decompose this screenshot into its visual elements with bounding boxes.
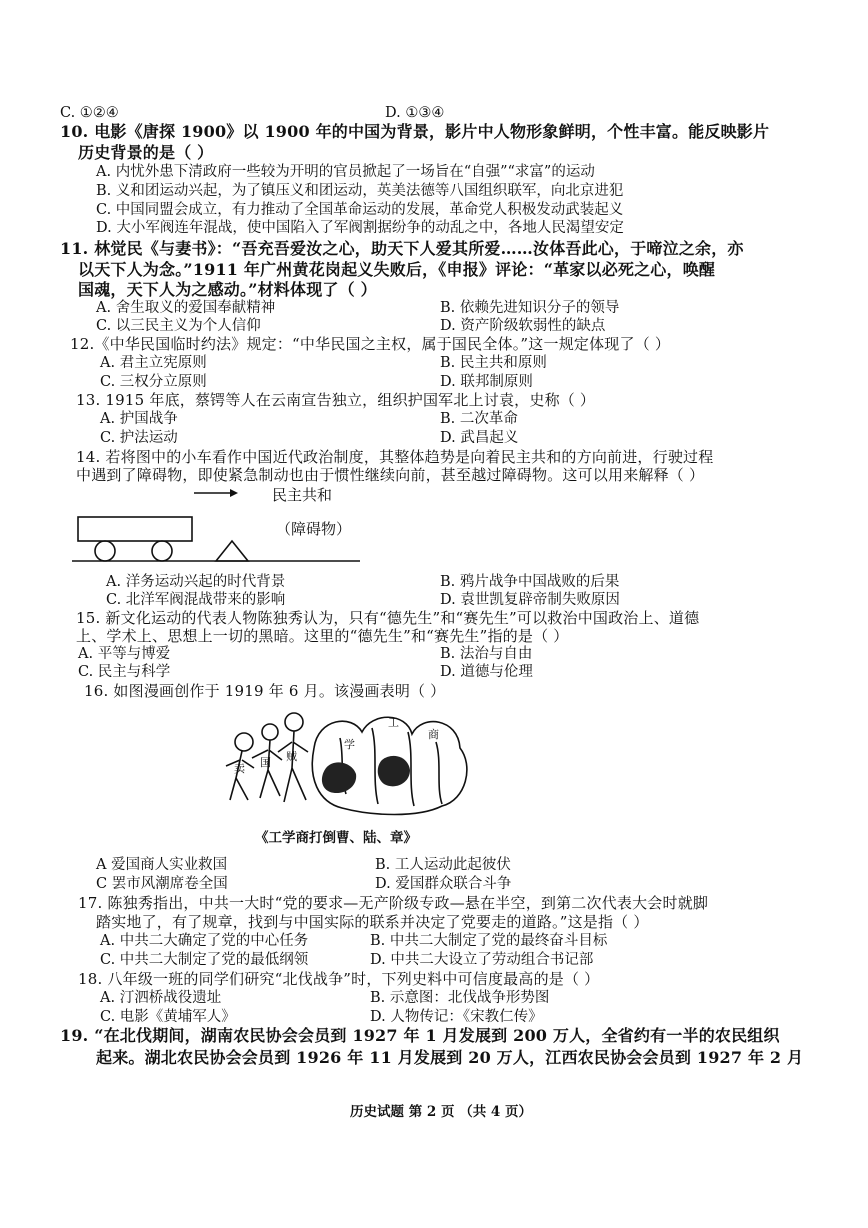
q15-option-a: A. 平等与博爱 <box>78 646 171 662</box>
q14-option-c: C. 北洋军阀混战带来的影响 <box>106 592 286 608</box>
cart-body <box>78 517 192 541</box>
q15-option-c: C. 民主与科学 <box>78 664 171 680</box>
q12-option-a: A. 君主立宪原则 <box>100 355 207 371</box>
q18-stem-line1: 18. 八年级一班的同学们研究“北伐战争”时，下列史料中可信度最高的是（ ） <box>78 970 600 988</box>
q16-option-a: A 爱国商人实业救国 <box>96 857 228 873</box>
q13-option-b: B. 二次革命 <box>440 411 518 427</box>
q11-option-c: C. 以三民主义为个人信仰 <box>96 318 261 334</box>
q11-option-d: D. 资产阶级软弱性的缺点 <box>440 318 606 334</box>
q11-option-b: B. 依赖先进知识分子的领导 <box>440 300 620 316</box>
q19-stem-line2: 起来。湖北农民协会会员到 1926 年 11 月发展到 20 万人，江西农民协会会员到 1927 年 2 月 <box>96 1048 804 1067</box>
q11-option-a: A. 舍生取义的爱国奉献精神 <box>96 300 276 316</box>
q14-stem-line1: 14. 若将图中的小车看作中国近代政治制度，其整体趋势是向着民主共和的方向前进，行驶过程 <box>76 448 714 466</box>
q17-stem-line2: 踏实地了，有了规章，找到与中国实际的联系并决定了党要走的道路。”这是指（ ） <box>96 913 649 931</box>
svg-text:卖: 卖 <box>234 763 245 775</box>
q10-option-b: B. 义和团运动兴起，为了镇压义和团运动，英美法德等八国组织联军，向北京进犯 <box>96 183 624 199</box>
q11-stem-line3: 国魂，天下人为之感动。”材料体现了（ ） <box>78 280 377 299</box>
q13-option-a: A. 护国战争 <box>100 411 178 427</box>
obstacle-triangle <box>216 541 248 561</box>
q15-option-b: B. 法治与自由 <box>440 646 533 662</box>
q12-option-b: B. 民主共和原则 <box>440 355 547 371</box>
q10-option-c: C. 中国同盟会成立，有力推动了全国革命运动的发展，革命党人积极发动武装起义 <box>96 202 624 218</box>
direction-arrow-head <box>230 489 238 497</box>
q10-stem-line2: 历史背景的是（ ） <box>78 143 214 162</box>
q18-option-b: B. 示意图：北伐战争形势图 <box>370 990 550 1006</box>
q18-option-c: C. 电影《黄埔军人》 <box>100 1009 236 1025</box>
q14-stem-line2: 中遇到了障碍物，即使紧急制动也由于惯性继续向前，甚至越过障碍物。这可以用来解释（ ） <box>76 466 705 484</box>
q16-option-b: B. 工人运动此起彼伏 <box>375 857 511 873</box>
q19-stem-line1: 19. “在北伐期间，湖南农民协会会员到 1927 年 1 月发展到 200 万人，全省约有一半的农民组织 <box>60 1026 780 1045</box>
q13-option-c: C. 护法运动 <box>100 430 178 446</box>
democracy-republic-label: 民主共和 <box>272 486 333 504</box>
q17-option-b: B. 中共二大制定了党的最终奋斗目标 <box>370 933 608 949</box>
cartoon-caption: 《工学商打倒曹、陆、章》 <box>255 830 417 846</box>
q13-option-d: D. 武昌起义 <box>440 430 519 446</box>
q16-option-c: C 罢市风潮席卷全国 <box>96 876 228 892</box>
q11-stem-line2: 以天下人为念。”1911 年广州黄花岗起义失败后，《申报》评论：“革家以必死之心，唤醒 <box>78 260 716 279</box>
q14-option-d: D. 袁世凯复辟帝制失败原因 <box>440 592 620 608</box>
q14-option-b: B. 鸦片战争中国战败的后果 <box>440 574 620 590</box>
q10-option-d: D. 大小军阀连年混战，使中国陷入了军阀割据纷争的动乱之中，各地人民渴望安定 <box>96 220 624 236</box>
cart-wheel-left <box>95 541 115 561</box>
q14-option-a: A. 洋务运动兴起的时代背景 <box>106 574 286 590</box>
q12-option-d: D. 联邦制原则 <box>440 374 533 390</box>
q17-option-d: D. 中共二大设立了劳动组合书记部 <box>370 952 594 968</box>
q17-option-c: C. 中共二大制定了党的最低纲领 <box>100 952 309 968</box>
q15-stem-line1: 15. 新文化运动的代表人物陈独秀认为，只有“德先生”和“赛先生”可以救治中国政治上、道德 <box>76 609 700 627</box>
q17-stem-line1: 17. 陈独秀指出，中共一大时“党的要求—无产阶级专政—悬在半空，到第二次代表大会时就脚 <box>78 894 709 912</box>
q10-stem-line1: 10. 电影《唐探 1900》以 1900 年的中国为背景，影片中人物形象鲜明，个性丰富。能反映影片 <box>60 122 770 141</box>
svg-text:贼: 贼 <box>286 751 297 763</box>
svg-text:国: 国 <box>260 757 271 769</box>
q9-option-d: D. ①③④ <box>385 105 445 121</box>
svg-text:学: 学 <box>344 739 355 751</box>
q16-stem-line1: 16. 如图漫画创作于 1919 年 6 月。该漫画表明（ ） <box>84 682 446 700</box>
q9-option-c: C. ①②④ <box>60 105 119 121</box>
cartoon-illustration <box>222 708 482 820</box>
q16-option-d: D. 爱国群众联合斗争 <box>375 876 512 892</box>
q12-option-c: C. 三权分立原则 <box>100 374 207 390</box>
q18-option-d: D. 人物传记：《宋教仁传》 <box>370 1009 543 1025</box>
q11-stem-line1: 11. 林觉民《与妻书》：“吾充吾爱汝之心，助天下人爱其所爱……汝体吾此心，于啼泣之余，亦 <box>60 239 744 258</box>
q12-stem-line1: 12.《中华民国临时约法》规定：“中华民国之主权，属于国民全体。”这一规定体现了（ ） <box>70 335 671 353</box>
q13-stem-line1: 13. 1915 年底，蔡锷等人在云南宣告独立，组织护国军北上讨袁，史称（ ） <box>76 391 596 409</box>
q15-stem-line2: 上、学术上、思想上一切的黑暗。这里的“德先生”和“赛先生”指的是（ ） <box>76 627 569 645</box>
q10-option-a: A. 内忧外患下清政府一些较为开明的官员掀起了一场旨在“自强”“求富”的运动 <box>96 164 595 180</box>
svg-text:工: 工 <box>388 717 399 729</box>
page-footer: 历史试题 第 2 页 （共 4 页） <box>350 1104 532 1120</box>
cart-wheel-right <box>152 541 172 561</box>
q18-option-a: A. 汀泗桥战役遗址 <box>100 990 222 1006</box>
svg-text:商: 商 <box>428 729 439 741</box>
q15-option-d: D. 道德与伦理 <box>440 664 533 680</box>
obstacle-label: （障碍物） <box>276 520 352 538</box>
q17-option-a: A. 中共二大确定了党的中心任务 <box>100 933 309 949</box>
